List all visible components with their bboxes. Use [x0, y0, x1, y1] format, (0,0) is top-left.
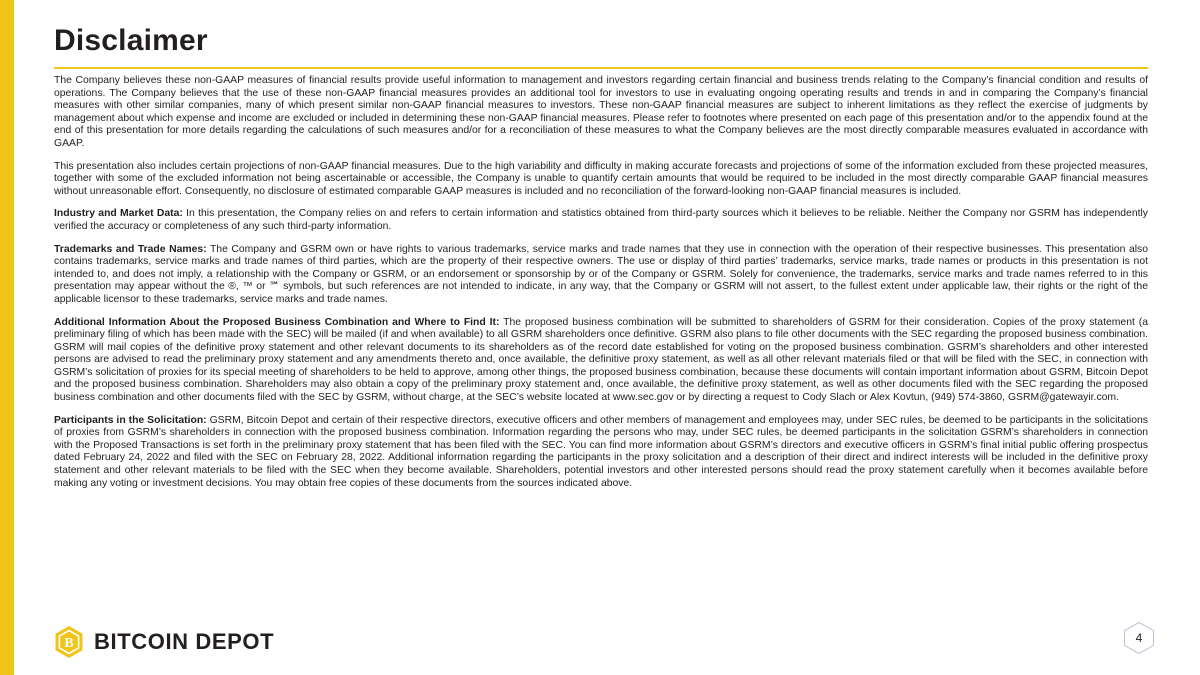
accent-left-bar: [0, 0, 14, 675]
paragraph-lead: Additional Information About the Proposed Business Combination and Where to Find It:: [54, 316, 500, 328]
disclaimer-body: [54, 75, 1148, 500]
paragraph-text: GSRM, Bitcoin Depot and certain of their respective directors, executive officers and other members of management and employees may, under SEC rules, be deemed to be participants in the solicitations of proxies from GSRM’s shareholders in connection with the proposed business combination. Information regarding the persons who may, under SEC rules, be deemed participants in the solicitation GSRM’s shareholders in connection with the Proposed Transactions is set forth in the preliminary proxy statement that has been filed with the SEC. You can find more information about GSRM’s directors and executive officers in GSRM’s final initial public offering prospectus dated February 24, 2022 and filed with the SEC on February 28, 2022. Additional information regarding the participants in the proxy solicitation and a description of their direct and indirect interests will be included in the definitive proxy statement and other relevant materials to be filed with the SEC when they become available. Shareholders, potential investors and other interested persons should read the proxy statement carefully when it becomes available before making any voting or investment decisions. You may obtain free copies of these documents from the sources indicated above.: [54, 414, 1148, 489]
paragraph-text: In this presentation, the Company relies on and refers to certain information and statistics obtained from third-party sources which it believes to be reliable. Neither the Company nor GSRM has independently verified the accuracy or completeness of any such third-party information.: [54, 208, 1148, 232]
footer-logo: [54, 625, 274, 659]
paragraph-lead: Industry and Market Data:: [54, 208, 183, 220]
page-number: 4: [1135, 631, 1143, 645]
paragraph: [54, 75, 1148, 151]
title-divider: [54, 67, 1148, 69]
paragraph-text: The Company believes these non-GAAP measures of financial results provide useful information to management and investors regarding certain financial and business trends relating to the Company’s financial condition and results of operations. The Company believes that the use of these non-GAAP financial measures provides an additional tool for investors to use in evaluating ongoing operating results and trends in and in comparing the Company’s financial measures with other similar companies, many of which present similar non-GAAP financial measures to investors. These non-GAAP financial measures are subject to inherent limitations as they reflect the exercise of judgments by management about which expense and income are excluded or included in determining these non-GAAP financial measures. Please refer to footnotes where presented on each page of this presentation and/or to the appendix found at the end of this presentation for more details regarding the calculations of such measures and/or for a reconciliation of these measures to what the Company believes are the most directly comparable measures evaluated in accordance with GAAP.: [54, 75, 1148, 149]
page-number-badge: [1122, 621, 1156, 655]
paragraph: [54, 415, 1148, 491]
paragraph-text: The Company and GSRM own or have rights to various trademarks, service marks and trade names that they use in connection with the operation of their respective businesses. This presentation also contains trademarks, service marks and trade names of third parties, which are the property of their respective owners. The use or display of third parties’ trademarks, service marks, trade names or products in this presentation is not intended to, and does not imply, a relationship with the Company or GSRM, or an endorsement or sponsorship by or of the Company or GSRM. Solely for convenience, the trademarks, service marks and trade names referred to in this presentation may appear without the ®, ™ or ℠ symbols, but such references are not intended to indicate, in any way, that the Company or GSRM will not assert, to the fullest extent under applicable law, their rights or the right of the applicable licensor to these trademarks, service marks and trade names.: [54, 243, 1149, 305]
paragraph-lead: Participants in the Solicitation:: [54, 414, 207, 426]
paragraph: [54, 244, 1148, 307]
paragraph: [54, 208, 1148, 233]
hexagon-bitcoin-icon: [54, 625, 84, 659]
svg-text:B: B: [64, 636, 74, 651]
brand-name: BITCOIN DEPOT: [94, 629, 275, 654]
paragraph: [54, 317, 1148, 405]
page-title: Disclaimer: [54, 24, 208, 57]
paragraph-text: This presentation also includes certain projections of non-GAAP financial measures. Due to the high variability and difficulty in making accurate forecasts and projections of some of the information excluded from these projected measures, together with some of the excluded information not being ascertainable or accessible, the Company is unable to quantify certain amounts that would be required to be included in the most directly comparable GAAP financial measures without unreasonable effort. Consequently, no disclosure of estimated comparable GAAP measures is included and no reconciliation of the forward-looking non-GAAP financial measures is included.: [54, 160, 1148, 197]
paragraph: [54, 161, 1148, 199]
paragraph-lead: Trademarks and Trade Names:: [54, 243, 207, 255]
paragraph-text: The proposed business combination will be submitted to shareholders of GSRM for their consideration. Copies of the proxy statement (a preliminary filing of which has been made with the SEC) will be mailed (if and when available) to all GSRM shareholders once definitive. GSRM also plans to file other documents with the SEC regarding the proposed business combination. GSRM will mail copies of the definitive proxy statement and other relevant documents to its shareholders as of the record date established for voting on the proposed business combination. GSRM’s shareholders and other interested persons are advised to read the preliminary proxy statement and any amendments thereto and, once available, the definitive proxy statement, as well as all other relevant materials filed or that will be filed with the SEC, in connection with GSRM’s solicitation of proxies for its special meeting of shareholders to be held to approve, among other things, the proposed business combination, because these documents will contain important information about GSRM, Bitcoin Depot and the proposed business combination. Shareholders may also obtain a copy of the preliminary proxy statement and, once available, the definitive proxy statement, as well as other documents filed with the SEC regarding the proposed business combination and other documents filed with the SEC by GSRM, without charge, at the SEC’s website located at www.sec.gov or by directing a request to Cody Slach or Alex Kovtun, (949) 574-3860, GSRM@gatewayir.com.: [54, 316, 1148, 404]
